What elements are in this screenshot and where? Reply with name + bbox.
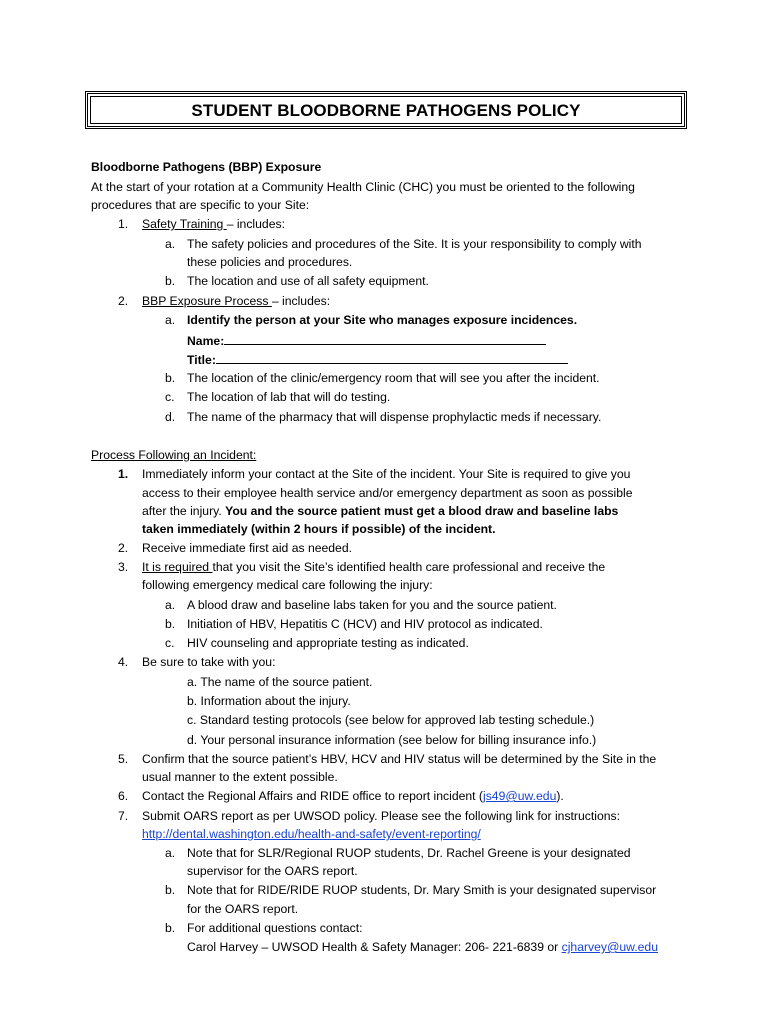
sub-item-text: The name of the pharmacy that will dispense prophylactic meds if necessary. (187, 410, 602, 424)
step-number: 3. (118, 560, 129, 574)
sub-letter: b. (165, 617, 176, 631)
step-text: Immediately inform your contact at the Site of the incident. Your Site is required to give you (142, 467, 631, 481)
sub-letter: a. (165, 598, 176, 612)
step-text-part: Contact the Regional Affairs and RIDE office to report incident ( (142, 789, 483, 803)
item-label: Safety Training (142, 217, 227, 231)
intro-line-1: At the start of your rotation at a Community Health Clinic (CHC) you must be oriented to the following (91, 180, 635, 194)
sub-letter: b. (165, 883, 176, 897)
step-text-part: after the injury. (142, 504, 226, 518)
email-link-cjharvey[interactable]: cjharvey@uw.edu (561, 940, 658, 954)
section-heading-bbp: Bloodborne Pathogens (BBP) Exposure (91, 160, 322, 174)
sub-item-text: for the OARS report. (187, 902, 299, 916)
sub-item-text: The location of lab that will do testing. (187, 390, 391, 404)
item-bbp-exposure-process (142, 294, 330, 309)
sub-item-text: these policies and procedures. (187, 255, 353, 269)
contact-text: Carol Harvey – UWSOD Health & Safety Manager: 206- 221-6839 or (187, 940, 562, 954)
item-label: BBP Exposure Process (142, 294, 272, 308)
sub-letter: a. (165, 237, 176, 251)
step-text: access to their employee health service and/or emergency department as soon as possible (142, 486, 633, 500)
title-label: Title: (187, 353, 216, 367)
sub-item-text: a. The name of the source patient. (187, 675, 373, 689)
email-link-js49[interactable]: js49@uw.edu (483, 789, 557, 803)
sub-item-text: c. Standard testing protocols (see below for approved lab testing schedule.) (187, 713, 595, 727)
step-text: Be sure to take with you: (142, 655, 276, 669)
sub-item-text: Initiation of HBV, Hepatitis C (HCV) and HIV protocol as indicated. (187, 617, 543, 631)
sub-item-text: d. Your personal insurance information (see below for billing insurance info.) (187, 733, 597, 747)
section-heading-process: Process Following an Incident: (91, 448, 257, 462)
step-number: 4. (118, 655, 129, 669)
sub-item-text: The safety policies and procedures of the Site. It is your responsibility to comply with (187, 237, 642, 251)
step-text (142, 560, 605, 575)
page-title: STUDENT BLOODBORNE PATHOGENS POLICY (191, 101, 581, 120)
sub-item-text: The location of the clinic/emergency room that will see you after the incident. (187, 371, 600, 385)
name-blank-line (224, 332, 546, 345)
intro-line-2: procedures that are specific to your Site: (91, 198, 310, 212)
step-text-bold: taken immediately (within 2 hours if possible) of the incident. (142, 522, 496, 536)
sub-item-text: The location and use of all safety equipment. (187, 274, 429, 288)
item-number: 2. (118, 294, 129, 308)
step-text-underlined: It is required (142, 560, 213, 574)
item-number: 1. (118, 217, 129, 231)
item-rest: – includes: (226, 217, 285, 231)
sub-letter: b. (165, 274, 176, 288)
step-number: 6. (118, 789, 129, 803)
sub-letter: b. (165, 371, 176, 385)
title-blank-line (216, 351, 568, 364)
sub-item-text: Note that for SLR/Regional RUOP students, Dr. Rachel Greene is your designated (187, 846, 631, 860)
step-text: following emergency medical care following the injury: (142, 578, 433, 592)
sub-letter: c. (165, 390, 175, 404)
step-text-bold: You and the source patient must get a blood draw and baseline labs (225, 504, 619, 518)
step-number: 5. (118, 752, 129, 766)
sub-letter: a. (165, 313, 176, 327)
sub-item-text: supervisor for the OARS report. (187, 864, 358, 878)
step-number: 1. (118, 467, 129, 481)
sub-item-text: HIV counseling and appropriate testing as indicated. (187, 636, 469, 650)
title-field (187, 351, 568, 368)
step-text: Confirm that the source patient’s HBV, HCV and HIV status will be determined by the Site in the (142, 752, 657, 766)
step-text (142, 504, 618, 519)
contact-line (187, 940, 658, 955)
step-text-part: ). (556, 789, 564, 803)
sub-item-text: b. Information about the injury. (187, 694, 351, 708)
sub-item-text: A blood draw and baseline labs taken for you and the source patient. (187, 598, 557, 612)
name-label: Name: (187, 334, 225, 348)
step-text: usual manner to the extent possible. (142, 770, 338, 784)
item-safety-training (142, 217, 285, 232)
sub-item-text: Note that for RIDE/RIDE RUOP students, Dr. Mary Smith is your designated supervisor (187, 883, 657, 897)
sub-item-text: For additional questions contact: (187, 921, 363, 935)
name-field (187, 332, 546, 349)
step-text-part: that you visit the Site’s identified health care professional and receive the (212, 560, 606, 574)
item-rest: – includes: (271, 294, 331, 308)
sub-item-text: Identify the person at your Site who manages exposure incidences. (187, 313, 578, 327)
sub-letter: a. (165, 846, 176, 860)
sub-letter: b. (165, 921, 176, 935)
step-text: Submit OARS report as per UWSOD policy. Please see the following link for instructions: (142, 809, 620, 823)
step-text: Receive immediate first aid as needed. (142, 541, 353, 555)
title-box (85, 91, 687, 129)
event-reporting-link[interactable]: http://dental.washington.edu/health-and-safety/event-reporting/ (142, 827, 481, 841)
step-number: 7. (118, 809, 129, 823)
sub-letter: d. (165, 410, 176, 424)
step-text (142, 789, 564, 804)
step-number: 2. (118, 541, 129, 555)
sub-letter: c. (165, 636, 175, 650)
